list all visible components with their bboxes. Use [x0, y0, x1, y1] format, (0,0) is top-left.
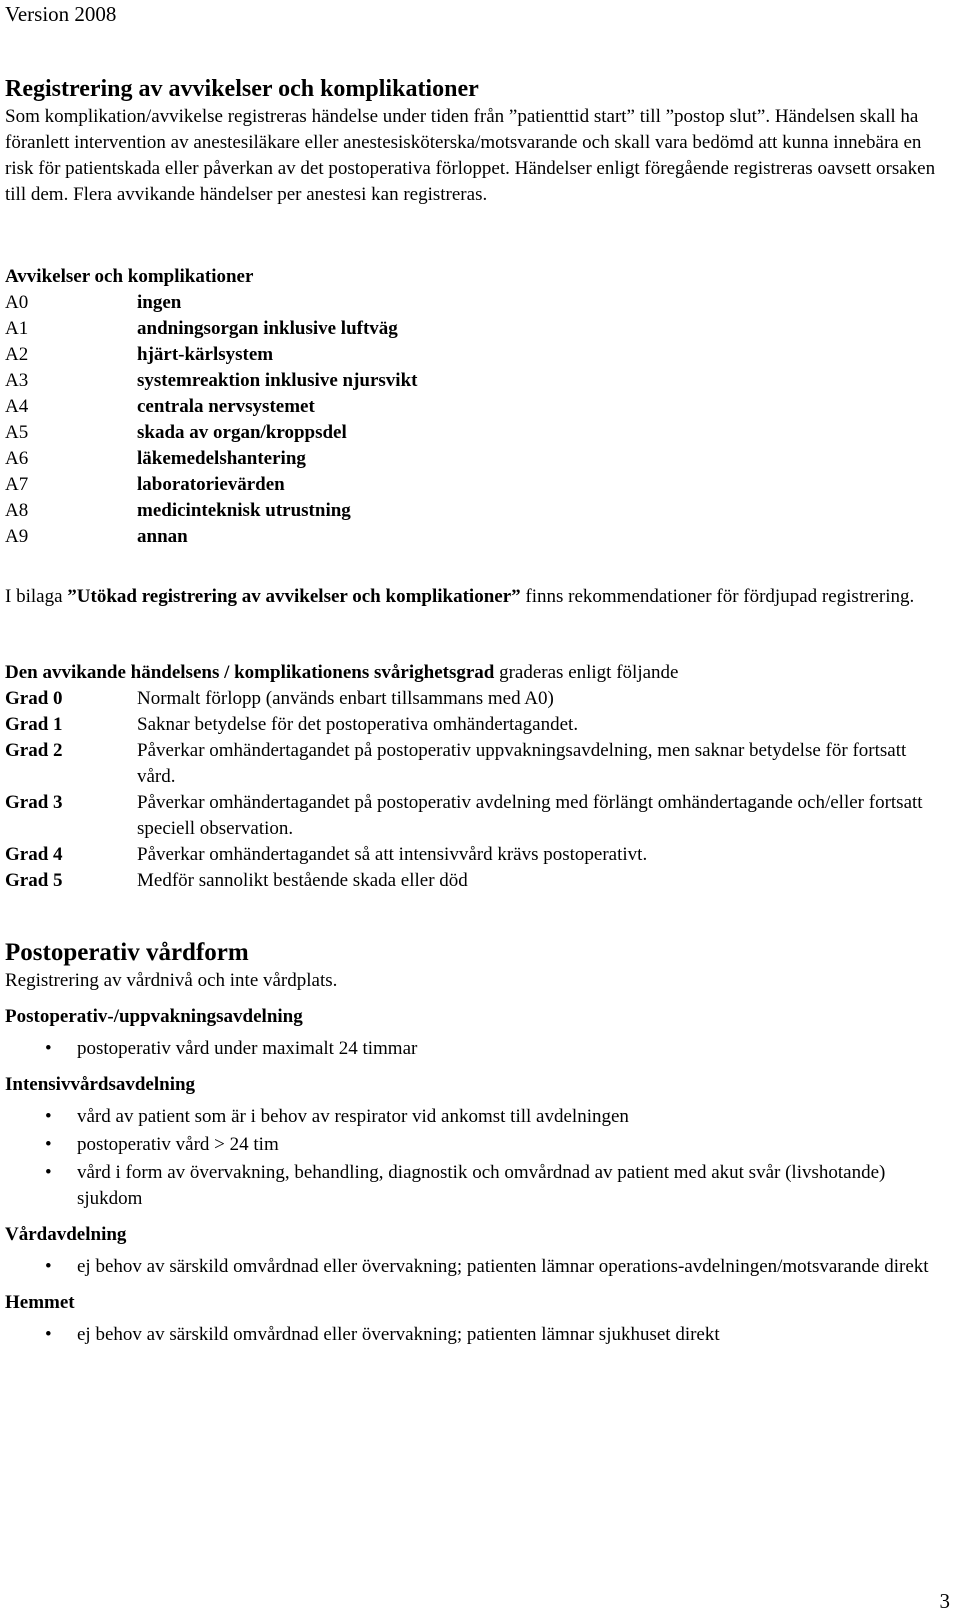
- deviation-code: A8: [5, 500, 29, 521]
- deviation-row: [5, 524, 417, 550]
- grade-row: [5, 868, 945, 894]
- section-postop: [5, 938, 945, 1350]
- appendix-prefix: I bilaga: [5, 586, 68, 607]
- postop-intro: Registrering av vårdnivå och inte vårdplats.: [5, 970, 338, 991]
- postop-groups: [5, 1004, 945, 1348]
- deviation-row: [5, 342, 417, 368]
- deviation-code: A0: [5, 292, 29, 313]
- deviation-row: [5, 394, 417, 420]
- bullet-icon: •: [45, 1134, 52, 1155]
- deviation-code: A2: [5, 344, 29, 365]
- grade-row: [5, 842, 945, 868]
- deviation-row: [5, 446, 417, 472]
- grade-description: Saknar betydelse för det postoperativa omhändertagandet.: [137, 714, 579, 735]
- grade-row: [5, 686, 945, 712]
- grade-row: [5, 738, 945, 790]
- bullet-icon: •: [45, 1106, 52, 1127]
- deviation-row: [5, 498, 417, 524]
- care-level-item: [5, 1132, 945, 1158]
- deviation-code: A1: [5, 318, 29, 339]
- deviation-label: medicinteknisk utrustning: [137, 500, 351, 521]
- deviation-label: annan: [137, 526, 188, 547]
- grade-label: Grad 1: [5, 714, 63, 735]
- care-level-item: [5, 1036, 945, 1062]
- severity-grades: [5, 660, 945, 894]
- grades-heading-bold: Den avvikande händelsens / komplikationens svårighetsgrad: [5, 662, 495, 683]
- deviation-label: ingen: [137, 292, 182, 313]
- section-title: Registrering av avvikelser och komplikationer: [5, 76, 479, 102]
- appendix-suffix: finns rekommendationer för fördjupad registrering.: [520, 586, 915, 607]
- care-level-text: vård i form av övervakning, behandling, diagnostik och omvårdnad av patient med akut svår (livshotande) sjukdom: [77, 1162, 886, 1209]
- grade-description: Normalt förlopp (används enbart tillsammans med A0): [137, 688, 554, 709]
- grade-label: Grad 5: [5, 870, 63, 891]
- deviation-label: hjärt-kärlsystem: [137, 344, 274, 365]
- care-level-item: [5, 1322, 945, 1348]
- deviation-row: [5, 290, 417, 316]
- deviation-label: skada av organ/kroppsdel: [137, 422, 347, 443]
- grades-heading: [5, 660, 945, 686]
- bullet-icon: •: [45, 1162, 52, 1183]
- deviation-row: [5, 472, 417, 498]
- deviation-label: andningsorgan inklusive luftväg: [137, 318, 398, 339]
- care-level-list: [5, 1104, 945, 1212]
- grade-description: Medför sannolikt bestående skada eller död: [137, 870, 468, 891]
- deviation-label: laboratorievärden: [137, 474, 285, 495]
- deviation-code: A9: [5, 526, 29, 547]
- care-level-text: ej behov av särskild omvårdnad eller övervakning; patienten lämnar operations-avdelningen/motsvarande direkt: [77, 1256, 929, 1277]
- appendix-title: ”Utökad registrering av avvikelser och komplikationer”: [67, 586, 521, 607]
- deviation-code: A6: [5, 448, 29, 469]
- grade-description: Påverkar omhändertagandet på postoperativ avdelning med förlängt omhändertagande och/eller fortsatt speciell observation.: [137, 792, 923, 839]
- care-level-text: postoperativ vård > 24 tim: [77, 1134, 279, 1155]
- deviation-row: [5, 420, 417, 446]
- care-level-list: [5, 1322, 945, 1348]
- care-level-item: [5, 1254, 945, 1280]
- deviation-code: A5: [5, 422, 29, 443]
- care-level-text: ej behov av särskild omvårdnad eller övervakning; patienten lämnar sjukhuset direkt: [77, 1324, 720, 1345]
- version-label: Version 2008: [5, 2, 117, 26]
- care-level-heading: Intensivvårdsavdelning: [5, 1074, 196, 1095]
- care-level-list: [5, 1036, 945, 1062]
- intro-paragraph: Som komplikation/avvikelse registreras händelse under tiden från ”patienttid start” till ”postop slut”. Händelsen skall ha föranlett intervention av anestesiläkare eller anestesisköterska/motsvarande och skall vara bedömd att kunna innebära en risk för patientskada eller påverkan av det postoperativa förloppet. Händelser enligt föregående registreras oavsett orsaken till dem. Flera avvikande händelser per anestesi kan registreras.: [5, 106, 936, 205]
- grade-label: Grad 3: [5, 792, 63, 813]
- deviation-label: centrala nervsystemet: [137, 396, 315, 417]
- care-level-item: [5, 1104, 945, 1130]
- deviation-code: A4: [5, 396, 29, 417]
- postop-title: Postoperativ vårdform: [5, 939, 249, 966]
- deviation-rows: [5, 290, 417, 550]
- care-level-list: [5, 1254, 945, 1280]
- bullet-icon: •: [45, 1038, 52, 1059]
- deviation-code: A3: [5, 370, 29, 391]
- section-deviations-intro: [5, 74, 945, 208]
- deviation-row: [5, 316, 417, 342]
- appendix-paragraph: [5, 584, 945, 610]
- care-level-text: postoperativ vård under maximalt 24 timmar: [77, 1038, 418, 1059]
- grade-description: Påverkar omhändertagandet på postoperativ uppvakningsavdelning, men saknar betydelse för fortsatt vård.: [137, 740, 907, 787]
- grades-heading-rest: graderas enligt följande: [494, 662, 679, 683]
- deviation-row: [5, 368, 417, 394]
- deviation-label: läkemedelshantering: [137, 448, 306, 469]
- deviation-list-heading: Avvikelser och komplikationer: [5, 266, 254, 287]
- appendix-note: [5, 584, 945, 610]
- grade-label: Grad 4: [5, 844, 63, 865]
- care-level-heading: Vårdavdelning: [5, 1224, 127, 1245]
- page-number: 3: [939, 1589, 950, 1613]
- care-level-heading: Hemmet: [5, 1292, 75, 1313]
- care-level-heading: Postoperativ-/uppvakningsavdelning: [5, 1006, 303, 1027]
- deviation-code: A7: [5, 474, 29, 495]
- grade-row: [5, 790, 945, 842]
- grade-description: Påverkar omhändertagandet så att intensivvård krävs postoperativt.: [137, 844, 648, 865]
- deviation-list: [5, 264, 417, 550]
- grade-label: Grad 2: [5, 740, 63, 761]
- grade-label: Grad 0: [5, 688, 63, 709]
- care-level-text: vård av patient som är i behov av respirator vid ankomst till avdelningen: [77, 1106, 629, 1127]
- deviation-label: systemreaktion inklusive njursvikt: [137, 370, 418, 391]
- grade-row: [5, 712, 945, 738]
- grade-rows: [5, 686, 945, 894]
- bullet-icon: •: [45, 1256, 52, 1277]
- bullet-icon: •: [45, 1324, 52, 1345]
- care-level-item: [5, 1160, 945, 1212]
